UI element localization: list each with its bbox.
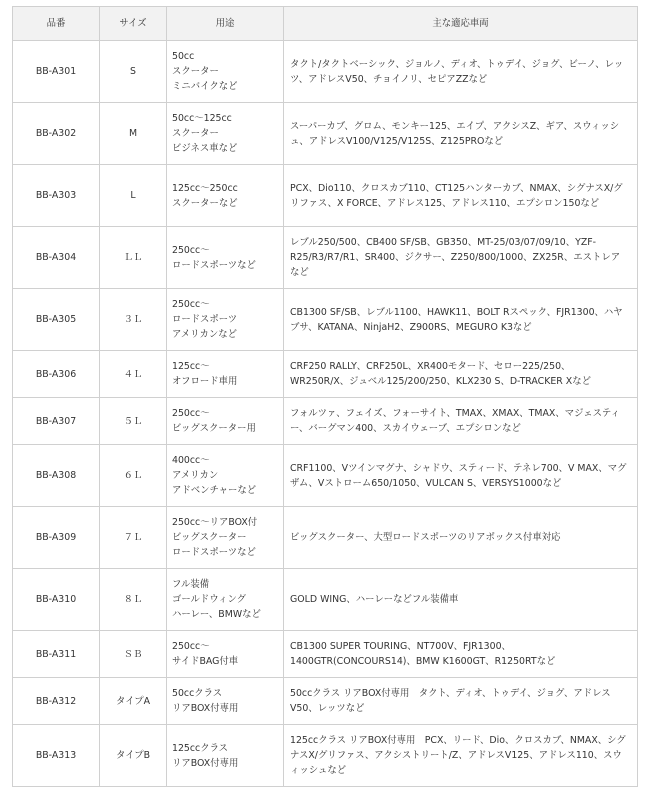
size-cell: ３Ｌ <box>100 289 167 351</box>
product-code: BB-A309 <box>13 507 100 569</box>
product-code: BB-A305 <box>13 289 100 351</box>
models-cell: CB1300 SF/SB、レブル1100、HAWK11、BOLT Rスペック、FJR1300、ハヤブサ、KATANA、NinjaH2、Z900RS、MEGURO K3など <box>284 289 638 351</box>
use-cell: 250cc〜リアBOX付 ビッグスクーター ロードスポーツなど <box>167 507 284 569</box>
table-row <box>13 289 638 351</box>
size-cell: ４Ｌ <box>100 351 167 398</box>
size-cell: S <box>100 41 167 103</box>
models-cell: 50ccクラス リアBOX付専用 タクト、ディオ、トゥデイ、ジョグ、アドレスV50、レッツなど <box>284 678 638 725</box>
table-row <box>13 41 638 103</box>
size-cell: M <box>100 103 167 165</box>
table-header <box>13 7 638 41</box>
product-code: BB-A301 <box>13 41 100 103</box>
models-cell: CRF250 RALLY、CRF250L、XR400モタード、セロー225/250、WR250R/X、ジュベル125/200/250、KLX230 S、D-TRACKER Xなど <box>284 351 638 398</box>
size-cell: ６Ｌ <box>100 445 167 507</box>
use-cell: フル装備 ゴールドウィング ハーレー、BMWなど <box>167 569 284 631</box>
product-code: BB-A313 <box>13 725 100 787</box>
use-cell: 125ccクラス リアBOX付専用 <box>167 725 284 787</box>
models-cell: CRF1100、Vツインマグナ、シャドウ、スティード、テネレ700、V MAX、マグザム、Vストローム650/1050、VULCAN S、VERSYS1000など <box>284 445 638 507</box>
product-code: BB-A310 <box>13 569 100 631</box>
models-cell: レブル250/500、CB400 SF/SB、GB350、MT-25/03/07/09/10、YZF-R25/R3/R7/R1、SR400、ジクサー、Z250/800/1000、ZX25R、エストレアなど <box>284 227 638 289</box>
table-row <box>13 678 638 725</box>
product-code: BB-A304 <box>13 227 100 289</box>
models-cell: スーパーカブ、グロム、モンキー125、エイプ、アクシスZ、ギア、スウィッシュ、アドレスV100/V125/V125S、Z125PROなど <box>284 103 638 165</box>
table-row <box>13 631 638 678</box>
table-row <box>13 507 638 569</box>
header-models: 主な適応車両 <box>284 7 638 41</box>
use-cell: 50cc〜125cc スクーター ビジネス車など <box>167 103 284 165</box>
models-cell: CB1300 SUPER TOURING、NT700V、FJR1300、1400GTR(CONCOURS14)、BMW K1600GT、R1250RTなど <box>284 631 638 678</box>
product-code: BB-A311 <box>13 631 100 678</box>
table-row <box>13 725 638 787</box>
use-cell: 400cc〜 アメリカン アドベンチャーなど <box>167 445 284 507</box>
use-cell: 50cc スクーター ミニバイクなど <box>167 41 284 103</box>
use-cell: 125cc〜 オフロード車用 <box>167 351 284 398</box>
product-code: BB-A303 <box>13 165 100 227</box>
models-cell: ビッグスクーター、大型ロードスポーツのリアボックス付車対応 <box>284 507 638 569</box>
compatibility-table <box>12 6 638 787</box>
size-cell: ８Ｌ <box>100 569 167 631</box>
header-row <box>13 7 638 41</box>
models-cell: タクト/タクトベーシック、ジョルノ、ディオ、トゥデイ、ジョグ、ビーノ、レッツ、アドレスV50、チョイノリ、セピアZZなど <box>284 41 638 103</box>
size-cell: タイプA <box>100 678 167 725</box>
table-row <box>13 165 638 227</box>
models-cell: PCX、Dio110、クロスカブ110、CT125ハンターカブ、NMAX、シグナスX/グリファス、X FORCE、アドレス125、アドレス110、エプシロン150など <box>284 165 638 227</box>
models-cell: フォルツァ、フェイズ、フォーサイト、TMAX、XMAX、TMAX、マジェスティー、バーグマン400、スカイウェーブ、エプシロンなど <box>284 398 638 445</box>
size-cell: ＳＢ <box>100 631 167 678</box>
models-cell: GOLD WING、ハーレーなどフル装備車 <box>284 569 638 631</box>
product-code: BB-A306 <box>13 351 100 398</box>
use-cell: 250cc〜 ロードスポーツなど <box>167 227 284 289</box>
use-cell: 250cc〜 ビッグスクーター用 <box>167 398 284 445</box>
size-cell: ＬＬ <box>100 227 167 289</box>
use-cell: 50ccクラス リアBOX付専用 <box>167 678 284 725</box>
header-code: 品番 <box>13 7 100 41</box>
use-cell: 250cc〜 ロードスポーツ アメリカンなど <box>167 289 284 351</box>
product-code: BB-A302 <box>13 103 100 165</box>
product-code: BB-A307 <box>13 398 100 445</box>
table-row <box>13 351 638 398</box>
use-cell: 250cc〜 サイドBAG付車 <box>167 631 284 678</box>
size-cell: L <box>100 165 167 227</box>
table-row <box>13 569 638 631</box>
table-body <box>13 41 638 787</box>
header-size: サイズ <box>100 7 167 41</box>
table-row <box>13 398 638 445</box>
size-cell: ７Ｌ <box>100 507 167 569</box>
table-row <box>13 227 638 289</box>
spec-table-container <box>12 6 638 787</box>
product-code: BB-A308 <box>13 445 100 507</box>
product-code: BB-A312 <box>13 678 100 725</box>
use-cell: 125cc〜250cc スクーターなど <box>167 165 284 227</box>
table-row <box>13 103 638 165</box>
header-use: 用途 <box>167 7 284 41</box>
table-row <box>13 445 638 507</box>
size-cell: ５Ｌ <box>100 398 167 445</box>
models-cell: 125ccクラス リアBOX付専用 PCX、リード、Dio、クロスカブ、NMAX、シグナスX/グリファス、アクシストリート/Z、アドレスV125、アドレス110、スウィッシュなど <box>284 725 638 787</box>
size-cell: タイプB <box>100 725 167 787</box>
